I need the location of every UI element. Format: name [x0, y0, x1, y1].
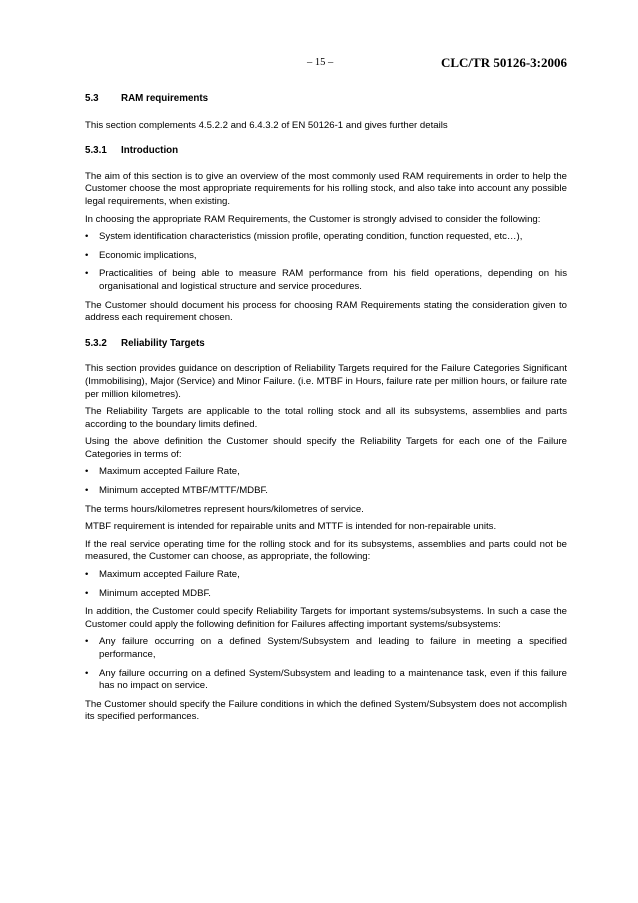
- paragraph: The Reliability Targets are applicable to the total rolling stock and all its subsystems, assemblies and parts according to the boundary limits defined.: [85, 406, 567, 430]
- list-item: [85, 485, 567, 498]
- document-identifier: CLC/TR 50126-3:2006: [440, 55, 567, 70]
- list-item-text: Economic implications,: [99, 249, 197, 261]
- section-title: RAM requirements: [121, 93, 209, 104]
- paragraph: MTBF requirement is intended for repairable units and MTTF is intended for non-repairable units.: [85, 521, 497, 533]
- list-item-text: Any failure occurring on a defined System/Subsystem and leading to failure in meeting a specified performance,: [99, 636, 567, 660]
- list-item-text: Minimum accepted MDBF.: [99, 587, 211, 599]
- section-heading-5-3: [85, 93, 567, 106]
- bullet-list: [85, 636, 567, 692]
- paragraph: The Customer should specify the Failure conditions in which the defined System/Subsystem does not accomplish its specified performances.: [85, 698, 567, 723]
- paragraph: In choosing the appropriate RAM Requirements, the Customer is strongly advised to consider the following:: [85, 213, 541, 225]
- bullet-glyph: •: [85, 249, 89, 261]
- bullet-glyph: •: [85, 569, 89, 581]
- list-item-text: Practicalities of being able to measure RAM performance from his field operations, depending on his organisational and logistical structure and service procedures.: [99, 268, 567, 292]
- list-item-text: Minimum accepted MTBF/MTTF/MDBF.: [99, 485, 268, 497]
- bullet-list: [85, 231, 567, 293]
- section-heading-5-3-2: [85, 338, 567, 351]
- bullet-glyph: •: [85, 466, 89, 478]
- list-item: [85, 268, 567, 293]
- bullet-glyph: •: [85, 636, 89, 648]
- bullet-glyph: •: [85, 268, 89, 280]
- bullet-list: [85, 569, 567, 600]
- paragraph: The terms hours/kilometres represent hours/kilometres of service.: [85, 503, 364, 515]
- paragraph: This section complements 4.5.2.2 and 6.4.3.2 of EN 50126-1 and gives further details: [85, 119, 448, 131]
- paragraph: This section provides guidance on description of Reliability Targets required for the Failure Categories Significant (Immobilising), Major (Service) and Minor Failure. (i.e. MTBF in Hours, failure rate per million hours, or failure rate per million kilometres).: [85, 363, 567, 400]
- section-number: 5.3: [85, 93, 99, 104]
- list-item: [85, 231, 567, 244]
- section-title: Reliability Targets: [121, 337, 205, 349]
- paragraph: In addition, the Customer could specify Reliability Targets for important systems/subsystems. In such a case the Customer could apply the following definition for Failures affecting important systems/subsystems:: [85, 606, 567, 630]
- paragraph: The aim of this section is to give an overview of the most commonly used RAM requirements in order to help the Customer choose the most appropriate requirements for his rolling stock, and also take into account any possible legal requirements, when existing.: [85, 170, 567, 207]
- list-item-text: System identification characteristics (mission profile, operating condition, function requested, etc…),: [99, 231, 523, 243]
- bullet-glyph: •: [85, 231, 89, 243]
- page-header: [85, 57, 567, 73]
- section-number: 5.3.2: [85, 337, 107, 349]
- paragraph: The Customer should document his process for choosing RAM Requirements stating the consideration given to address each requirement chosen.: [85, 299, 567, 324]
- paragraph: If the real service operating time for the rolling stock and for its subsystems, assemblies and parts could not be measured, the Customer can choose, as appropriate, the following:: [85, 538, 567, 563]
- list-item: [85, 588, 567, 601]
- list-item: [85, 636, 567, 661]
- bullet-list: [85, 466, 567, 497]
- list-item-text: Any failure occurring on a defined System/Subsystem and leading to a maintenance task, even if this failure has no impact on service.: [99, 667, 567, 692]
- section-title: Introduction: [121, 145, 179, 157]
- bullet-glyph: •: [85, 587, 89, 599]
- list-item: [85, 569, 567, 582]
- list-item: [85, 668, 567, 693]
- list-item-text: Maximum accepted Failure Rate,: [99, 569, 240, 581]
- list-item-text: Maximum accepted Failure Rate,: [99, 466, 240, 478]
- page-number: – 15 –: [307, 57, 334, 68]
- document-body: [85, 93, 567, 724]
- section-heading-5-3-1: [85, 145, 567, 158]
- bullet-glyph: •: [85, 667, 89, 679]
- list-item: [85, 250, 567, 263]
- list-item: [85, 466, 567, 479]
- section-number: 5.3.1: [85, 145, 107, 157]
- paragraph: Using the above definition the Customer should specify the Reliability Targets for each one of the Failure Categories in terms of:: [85, 436, 567, 460]
- bullet-glyph: •: [85, 485, 89, 497]
